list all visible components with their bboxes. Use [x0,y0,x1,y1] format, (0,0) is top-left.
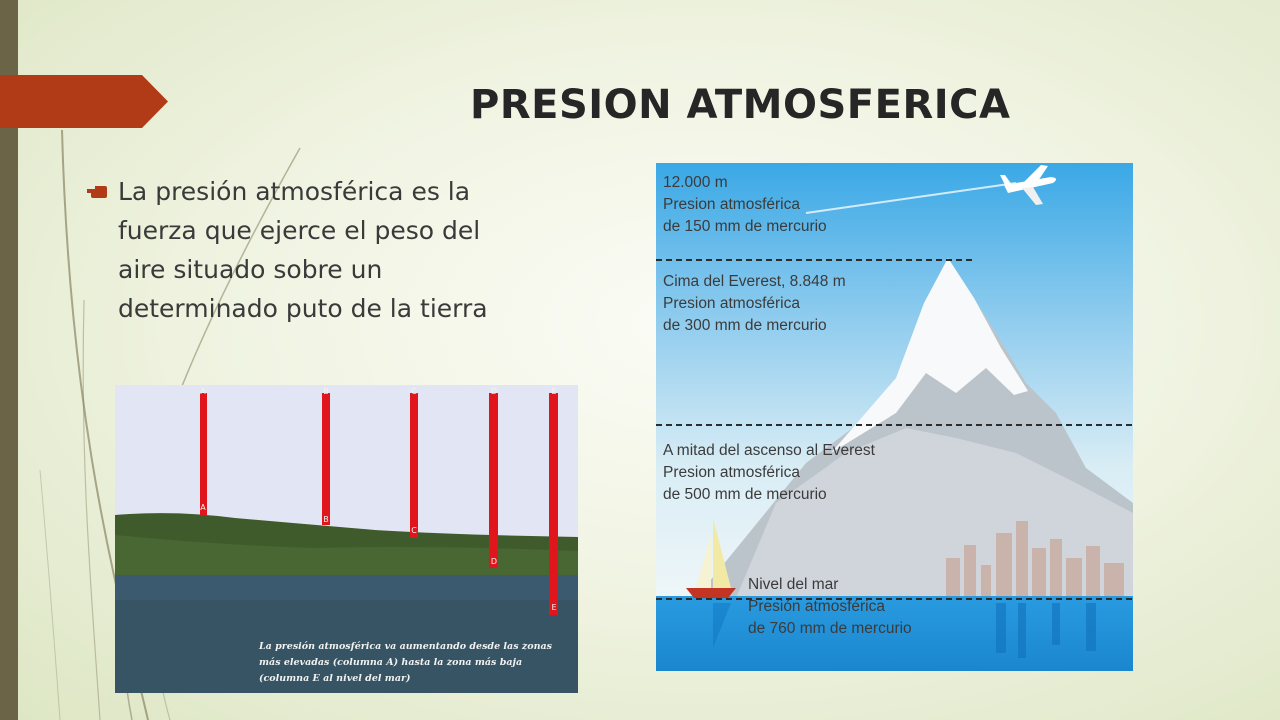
level-everest-altitude: Cima del Everest, 8.848 m [663,273,846,290]
column-d [489,393,498,568]
level-sea-pressure-label: Presión atmosférica [748,598,885,615]
level-label-mid-ascent [663,440,875,506]
level-label-sea-level [748,574,912,640]
column-label-top-a: A [200,387,206,396]
column-e [549,393,558,615]
illustration-caption: La presión atmosférica va aumentando desde las zonas más elevadas (columna A) hasta la zona más baja (columna E al nivel del mar) [259,641,552,684]
level-mid-ascent-pressure-label: Presion atmosférica [663,464,800,481]
level-mid-ascent-pressure-value: de 500 mm de mercurio [663,486,827,503]
column-c [410,393,418,538]
level-mid-ascent-altitude: A mitad del ascenso al Everest [663,442,875,459]
column-label-top-d: D [490,387,498,396]
pressure-columns-illustration [115,385,578,693]
level-label-12000m [663,172,827,238]
column-label-bottom-d: D [490,557,498,566]
column-label-bottom-a: A [200,503,206,512]
level-everest-pressure-label: Presion atmosférica [663,295,800,312]
bullet-item [86,172,506,328]
column-label-bottom-c: C [411,526,417,535]
level-sea-altitude: Nivel del mar [748,576,839,593]
altitude-pressure-illustration [656,163,1133,671]
hand-pointer-icon [86,185,108,199]
column-label-top-b: B [323,387,329,396]
column-label-top-e: E [551,387,557,396]
title-accent-tab [0,75,168,128]
level-12000m-pressure-label: Presion atmosférica [663,196,800,213]
level-12000m-pressure-value: de 150 mm de mercurio [663,218,827,235]
level-12000m-altitude: 12.000 m [663,174,728,191]
column-label-bottom-b: B [323,515,329,524]
column-label-bottom-e: E [551,603,557,612]
column-b [322,393,330,525]
bullet-text: La presión atmosférica es la fuerza que ejerce el peso del aire situado sobre un determinado puto de la tierra [118,177,488,323]
level-label-everest-summit [663,271,846,337]
level-everest-pressure-value: de 300 mm de mercurio [663,317,827,334]
column-a [200,393,207,515]
level-sea-pressure-value: de 760 mm de mercurio [748,620,912,637]
slide-title: PRESION ATMOSFERICA [470,82,1011,128]
column-label-top-c: C [411,387,417,396]
